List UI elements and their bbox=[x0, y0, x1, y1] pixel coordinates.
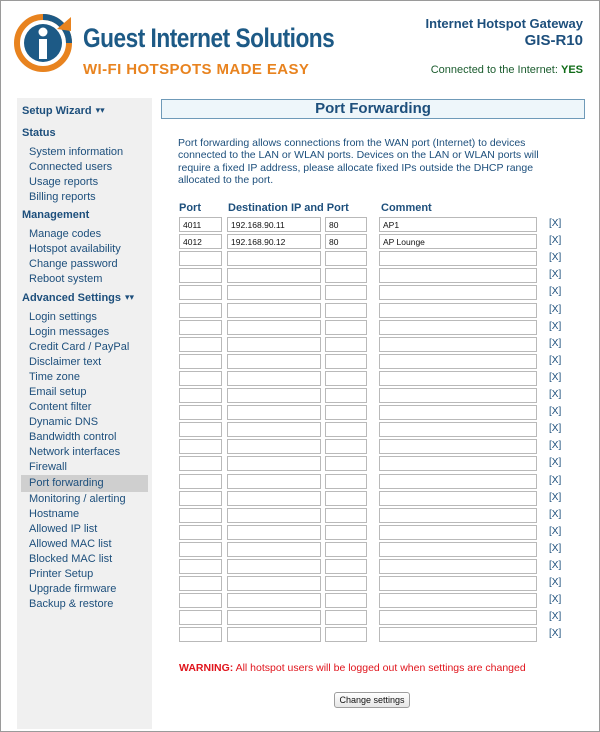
advanced-settings-label: Advanced Settings bbox=[22, 292, 122, 304]
delete-rule-link[interactable]: [X] bbox=[549, 594, 562, 606]
page-title: Port Forwarding bbox=[161, 99, 585, 119]
sidebar-item-dynamic-dns[interactable]: Dynamic DNS bbox=[29, 416, 99, 428]
delete-rule-link[interactable]: [X] bbox=[549, 508, 562, 520]
destination-ip-input[interactable] bbox=[227, 525, 321, 540]
port-input[interactable] bbox=[179, 456, 222, 471]
sidebar-item-firewall[interactable]: Firewall bbox=[29, 461, 67, 473]
destination-ip-input[interactable] bbox=[227, 320, 321, 335]
destination-port-input[interactable] bbox=[325, 217, 367, 232]
table-row bbox=[1, 422, 600, 437]
table-row bbox=[1, 217, 600, 232]
comment-input[interactable] bbox=[379, 337, 537, 352]
destination-ip-input[interactable] bbox=[227, 217, 321, 232]
table-row bbox=[1, 610, 600, 625]
sidebar-item-credit-card-paypal[interactable]: Credit Card / PayPal bbox=[29, 341, 130, 353]
port-input[interactable] bbox=[179, 491, 222, 506]
comment-input[interactable] bbox=[379, 320, 537, 335]
sidebar-heading-management: Management bbox=[22, 209, 90, 221]
comment-input[interactable] bbox=[379, 576, 537, 591]
sidebar-item-billing-reports[interactable]: Billing reports bbox=[29, 191, 96, 203]
delete-rule-link[interactable]: [X] bbox=[549, 320, 562, 332]
destination-ip-input[interactable] bbox=[227, 303, 321, 318]
sidebar-heading-status: Status bbox=[22, 127, 56, 139]
table-row bbox=[1, 354, 600, 369]
sidebar-item-login-messages[interactable]: Login messages bbox=[29, 326, 110, 338]
destination-port-input[interactable] bbox=[325, 593, 367, 608]
delete-rule-link[interactable]: [X] bbox=[549, 303, 562, 315]
port-input[interactable] bbox=[179, 627, 222, 642]
delete-rule-link[interactable]: [X] bbox=[549, 628, 562, 640]
sidebar-item-reboot-system[interactable]: Reboot system bbox=[29, 273, 103, 285]
table-row bbox=[1, 576, 600, 591]
port-input[interactable] bbox=[179, 405, 222, 420]
delete-rule-link[interactable]: [X] bbox=[549, 611, 562, 623]
comment-input[interactable] bbox=[379, 303, 537, 318]
delete-rule-link[interactable]: [X] bbox=[549, 286, 562, 298]
table-row bbox=[1, 593, 600, 608]
comment-input[interactable] bbox=[379, 354, 537, 369]
destination-port-input[interactable] bbox=[325, 251, 367, 266]
sidebar-item-usage-reports[interactable]: Usage reports bbox=[29, 176, 99, 188]
delete-rule-link[interactable]: [X] bbox=[549, 218, 562, 229]
destination-ip-input[interactable] bbox=[227, 491, 321, 506]
sidebar-item-blocked-mac-list[interactable]: Blocked MAC list bbox=[29, 553, 113, 565]
sidebar-item-port-forwarding[interactable]: Port forwarding bbox=[29, 477, 104, 489]
destination-port-input[interactable] bbox=[325, 474, 367, 489]
destination-ip-input[interactable] bbox=[227, 593, 321, 608]
destination-port-input[interactable] bbox=[325, 439, 367, 454]
delete-rule-link[interactable]: [X] bbox=[549, 491, 562, 503]
comment-input[interactable] bbox=[379, 627, 537, 642]
table-row bbox=[1, 371, 600, 386]
sidebar-item-monitoring-alerting[interactable]: Monitoring / alerting bbox=[29, 493, 126, 505]
destination-ip-input[interactable] bbox=[227, 559, 321, 574]
table-row bbox=[1, 320, 600, 335]
delete-rule-link[interactable]: [X] bbox=[549, 371, 562, 383]
table-row bbox=[1, 285, 600, 300]
comment-input[interactable] bbox=[379, 285, 537, 300]
comment-input[interactable] bbox=[379, 234, 537, 249]
sidebar-item-bandwidth-control[interactable]: Bandwidth control bbox=[29, 431, 117, 443]
destination-port-input[interactable] bbox=[325, 337, 367, 352]
comment-input[interactable] bbox=[379, 405, 537, 420]
delete-rule-link[interactable]: [X] bbox=[549, 457, 562, 469]
destination-port-input[interactable] bbox=[325, 542, 367, 557]
port-input[interactable] bbox=[179, 217, 222, 232]
destination-port-input[interactable] bbox=[325, 371, 367, 386]
comment-input[interactable] bbox=[379, 371, 537, 386]
brand-tagline: WI-FI HOTSPOTS MADE EASY bbox=[83, 61, 310, 78]
table-row bbox=[1, 268, 600, 283]
destination-port-input[interactable] bbox=[325, 525, 367, 540]
destination-ip-input[interactable] bbox=[227, 337, 321, 352]
comment-input[interactable] bbox=[379, 439, 537, 454]
port-input[interactable] bbox=[179, 508, 222, 523]
warning-message bbox=[179, 662, 526, 674]
port-input[interactable] bbox=[179, 474, 222, 489]
comment-input[interactable] bbox=[379, 542, 537, 557]
comment-input[interactable] bbox=[379, 474, 537, 489]
comment-input[interactable] bbox=[379, 217, 537, 232]
brand-name: Guest Internet Solutions bbox=[83, 23, 335, 53]
double-chevron-down-icon: ▾▾ bbox=[125, 292, 135, 302]
delete-rule-link[interactable]: [X] bbox=[549, 440, 562, 452]
port-input[interactable] bbox=[179, 439, 222, 454]
sidebar-item-time-zone[interactable]: Time zone bbox=[29, 371, 80, 383]
column-header-comment: Comment bbox=[381, 202, 432, 214]
comment-input[interactable] bbox=[379, 251, 537, 266]
connection-label: Connected to the Internet: bbox=[430, 64, 558, 76]
table-row bbox=[1, 491, 600, 506]
table-row bbox=[1, 303, 600, 318]
destination-ip-input[interactable] bbox=[227, 439, 321, 454]
table-row bbox=[1, 251, 600, 266]
destination-port-input[interactable] bbox=[325, 576, 367, 591]
port-input[interactable] bbox=[179, 303, 222, 318]
port-input[interactable] bbox=[179, 251, 222, 266]
delete-rule-link[interactable]: [X] bbox=[549, 406, 562, 418]
destination-ip-input[interactable] bbox=[227, 508, 321, 523]
connection-status bbox=[431, 64, 583, 76]
delete-rule-link[interactable]: [X] bbox=[549, 525, 562, 537]
sidebar-setup-wizard[interactable] bbox=[22, 105, 105, 117]
destination-ip-input[interactable] bbox=[227, 251, 321, 266]
sidebar-item-upgrade-firmware[interactable]: Upgrade firmware bbox=[29, 583, 117, 595]
sidebar-item-manage-codes[interactable]: Manage codes bbox=[29, 228, 102, 240]
sidebar-item-hotspot-availability[interactable]: Hotspot availability bbox=[29, 243, 121, 255]
setup-wizard-label: Setup Wizard bbox=[22, 105, 92, 117]
comment-input[interactable] bbox=[379, 491, 537, 506]
table-row bbox=[1, 456, 600, 471]
port-input[interactable] bbox=[179, 422, 222, 437]
comment-input[interactable] bbox=[379, 388, 537, 403]
destination-port-input[interactable] bbox=[325, 559, 367, 574]
table-row bbox=[1, 405, 600, 420]
destination-ip-input[interactable] bbox=[227, 542, 321, 557]
comment-input[interactable] bbox=[379, 456, 537, 471]
destination-port-input[interactable] bbox=[325, 627, 367, 642]
destination-ip-input[interactable] bbox=[227, 576, 321, 591]
delete-rule-link[interactable]: [X] bbox=[549, 235, 562, 247]
table-row bbox=[1, 525, 600, 540]
destination-port-input[interactable] bbox=[325, 491, 367, 506]
sidebar-item-change-password[interactable]: Change password bbox=[29, 258, 118, 270]
table-row bbox=[1, 388, 600, 403]
warning-text: All hotspot users will be logged out when settings are changed bbox=[235, 662, 526, 674]
intro-text: Port forwarding allows connections from the WAN port (Internet) to devices connected to the LAN or WLAN ports. Devices on the LAN or WLAN ports will require a fixed IP address, please allocate fixed IPs outside the DHCP range allocated to the port. bbox=[178, 137, 539, 187]
destination-port-input[interactable] bbox=[325, 303, 367, 318]
sidebar-item-login-settings[interactable]: Login settings bbox=[29, 311, 97, 323]
destination-ip-input[interactable] bbox=[227, 627, 321, 642]
destination-port-input[interactable] bbox=[325, 268, 367, 283]
table-row bbox=[1, 627, 600, 642]
table-row bbox=[1, 337, 600, 352]
delete-rule-link[interactable]: [X] bbox=[549, 354, 562, 366]
delete-rule-link[interactable]: [X] bbox=[549, 423, 562, 435]
delete-rule-link[interactable]: [X] bbox=[549, 389, 562, 400]
destination-port-input[interactable] bbox=[325, 320, 367, 335]
port-input[interactable] bbox=[179, 593, 222, 608]
port-input[interactable] bbox=[179, 354, 222, 369]
table-row bbox=[1, 559, 600, 574]
port-input[interactable] bbox=[179, 542, 222, 557]
destination-port-input[interactable] bbox=[325, 456, 367, 471]
destination-ip-input[interactable] bbox=[227, 456, 321, 471]
change-settings-button[interactable]: Change settings bbox=[334, 692, 410, 708]
sidebar-item-email-setup[interactable]: Email setup bbox=[29, 386, 87, 398]
delete-rule-link[interactable]: [X] bbox=[549, 269, 562, 281]
delete-rule-link[interactable]: [X] bbox=[549, 252, 562, 264]
connection-value: YES bbox=[560, 64, 583, 76]
destination-port-input[interactable] bbox=[325, 508, 367, 523]
table-row bbox=[1, 508, 600, 523]
destination-port-input[interactable] bbox=[325, 422, 367, 437]
port-input[interactable] bbox=[179, 371, 222, 386]
destination-ip-input[interactable] bbox=[227, 610, 321, 625]
port-input[interactable] bbox=[179, 559, 222, 574]
destination-port-input[interactable] bbox=[325, 610, 367, 625]
table-row bbox=[1, 474, 600, 489]
destination-ip-input[interactable] bbox=[227, 405, 321, 420]
comment-input[interactable] bbox=[379, 268, 537, 283]
sidebar-item-content-filter[interactable]: Content filter bbox=[29, 401, 92, 413]
comment-input[interactable] bbox=[379, 508, 537, 523]
sidebar-item-disclaimer-text[interactable]: Disclaimer text bbox=[29, 356, 102, 368]
destination-port-input[interactable] bbox=[325, 354, 367, 369]
sidebar-item-allowed-mac-list[interactable]: Allowed MAC list bbox=[29, 538, 112, 550]
delete-rule-link[interactable]: [X] bbox=[549, 337, 562, 349]
product-model: GIS-R10 bbox=[524, 32, 583, 49]
delete-rule-link[interactable]: [X] bbox=[549, 577, 562, 589]
destination-ip-input[interactable] bbox=[227, 285, 321, 300]
port-input[interactable] bbox=[179, 576, 222, 591]
port-input[interactable] bbox=[179, 320, 222, 335]
comment-input[interactable] bbox=[379, 422, 537, 437]
column-header-destination: Destination IP and Port bbox=[228, 202, 349, 214]
sidebar-item-network-interfaces[interactable]: Network interfaces bbox=[29, 446, 121, 458]
destination-port-input[interactable] bbox=[325, 285, 367, 300]
comment-input[interactable] bbox=[379, 559, 537, 574]
port-input[interactable] bbox=[179, 285, 222, 300]
guest-internet-logo-icon bbox=[13, 11, 77, 75]
table-row bbox=[1, 234, 600, 249]
product-title: Internet Hotspot Gateway bbox=[425, 16, 583, 31]
delete-rule-link[interactable]: [X] bbox=[549, 560, 562, 571]
comment-input[interactable] bbox=[379, 525, 537, 540]
port-input[interactable] bbox=[179, 610, 222, 625]
destination-ip-input[interactable] bbox=[227, 422, 321, 437]
sidebar-item-connected-users[interactable]: Connected users bbox=[29, 161, 113, 173]
port-input[interactable] bbox=[179, 388, 222, 403]
delete-rule-link[interactable]: [X] bbox=[549, 542, 562, 554]
table-row bbox=[1, 542, 600, 557]
destination-ip-input[interactable] bbox=[227, 474, 321, 489]
destination-port-input[interactable] bbox=[325, 405, 367, 420]
destination-port-input[interactable] bbox=[325, 388, 367, 403]
double-chevron-down-icon: ▾▾ bbox=[95, 105, 105, 115]
sidebar-item-allowed-ip-list[interactable]: Allowed IP list bbox=[29, 523, 98, 535]
destination-ip-input[interactable] bbox=[227, 388, 321, 403]
comment-input[interactable] bbox=[379, 610, 537, 625]
comment-input[interactable] bbox=[379, 593, 537, 608]
destination-ip-input[interactable] bbox=[227, 354, 321, 369]
sidebar-item-backup-restore[interactable]: Backup & restore bbox=[29, 598, 114, 610]
warning-label: WARNING: bbox=[179, 662, 234, 674]
sidebar-item-hostname[interactable]: Hostname bbox=[29, 508, 80, 520]
port-input[interactable] bbox=[179, 525, 222, 540]
port-input[interactable] bbox=[179, 268, 222, 283]
destination-ip-input[interactable] bbox=[227, 371, 321, 386]
destination-ip-input[interactable] bbox=[227, 234, 321, 249]
sidebar-item-system-information[interactable]: System information bbox=[29, 146, 124, 158]
table-row bbox=[1, 439, 600, 454]
delete-rule-link[interactable]: [X] bbox=[549, 474, 562, 486]
destination-ip-input[interactable] bbox=[227, 268, 321, 283]
destination-port-input[interactable] bbox=[325, 234, 367, 249]
port-input[interactable] bbox=[179, 337, 222, 352]
port-input[interactable] bbox=[179, 234, 222, 249]
column-header-port: Port bbox=[179, 202, 201, 214]
sidebar-item-printer-setup[interactable]: Printer Setup bbox=[29, 568, 94, 580]
